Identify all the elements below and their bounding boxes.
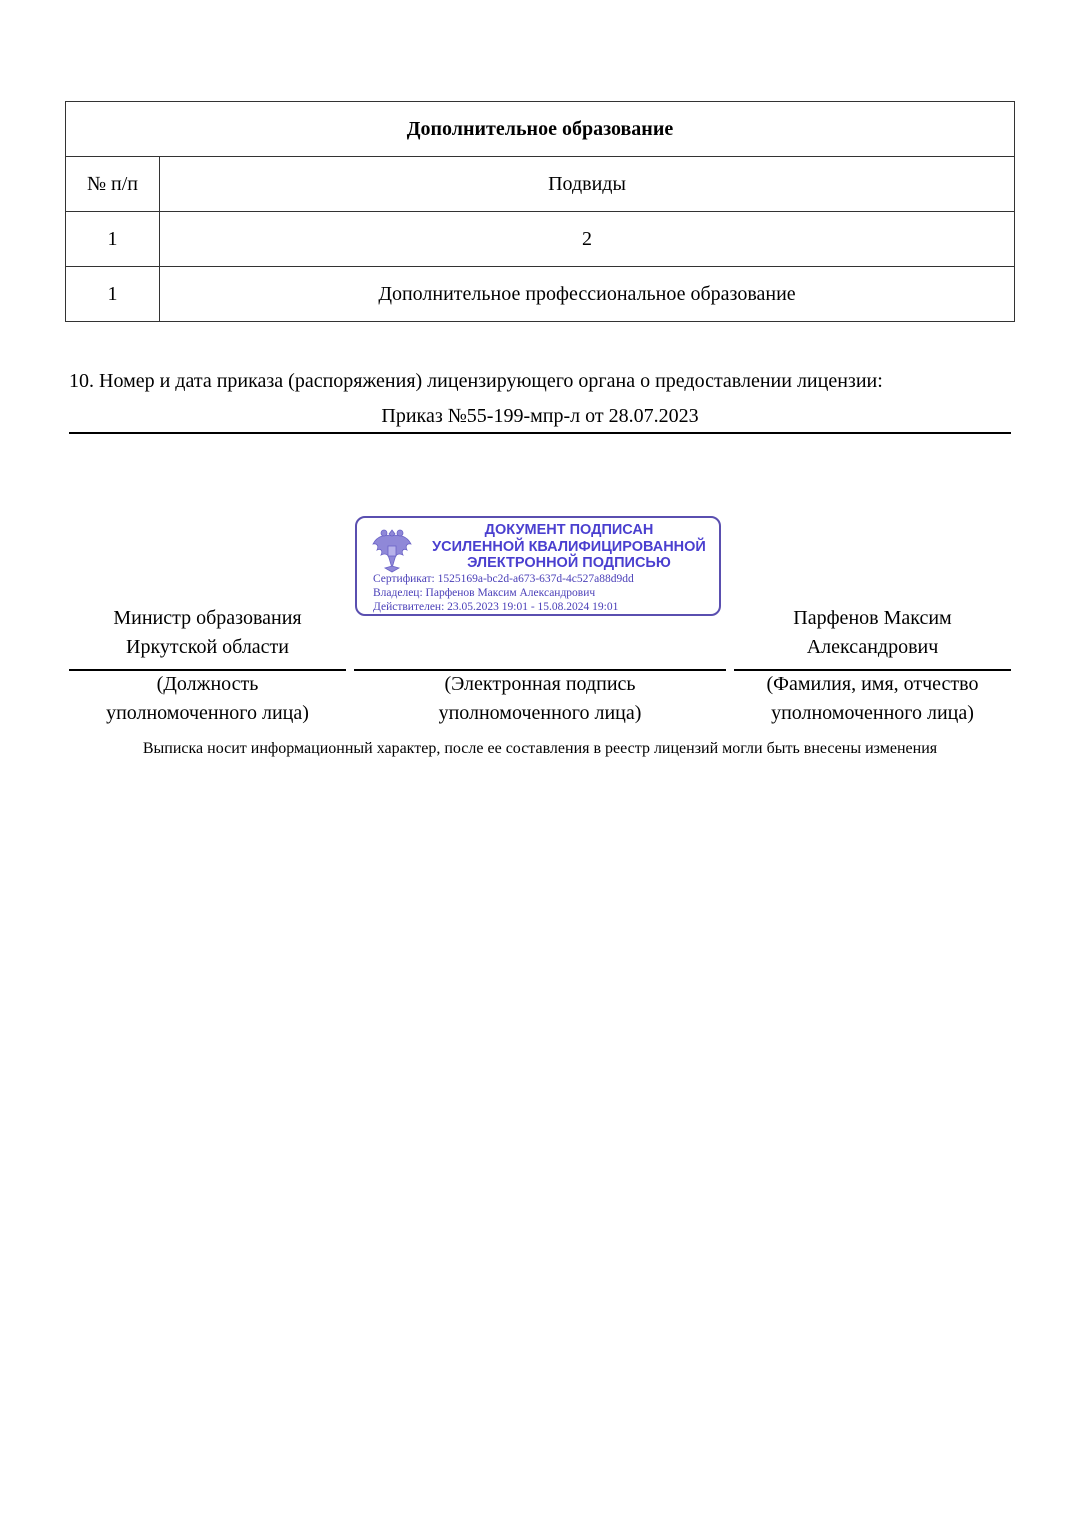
table-header-row	[66, 156, 1014, 211]
coat-of-arms-icon	[367, 524, 417, 576]
index-col-1: 1	[66, 212, 160, 266]
stamp-line-3: ЭЛЕКТРОННОЙ ПОДПИСЬЮ	[467, 555, 671, 571]
caption-name-line-2: уполномоченного лица)	[771, 702, 974, 724]
row-number: 1	[66, 267, 160, 321]
row-subtype: Дополнительное профессиональное образование	[378, 282, 796, 305]
stamp-line-2: УСИЛЕННОЙ КВАЛИФИЦИРОВАННОЙ	[432, 538, 706, 555]
education-table	[65, 101, 1015, 322]
caption-signature	[354, 670, 726, 728]
caption-name-line-1: (Фамилия, имя, отчество	[766, 673, 979, 695]
header-subtypes: Подвиды	[548, 172, 626, 195]
table-title: Дополнительное образование	[406, 117, 674, 140]
stamp-owner: Владелец: Парфенов Максим Александрович	[373, 587, 596, 599]
footer-note: Выписка носит информационный характер, после ее составления в реестр лицензий могли быть внесены изменения	[142, 740, 938, 757]
stamp-line-1: ДОКУМЕНТ ПОДПИСАН	[484, 522, 654, 538]
caption-position-line-2: уполномоченного лица)	[106, 702, 309, 724]
name-line-1: Парфенов Максим	[793, 607, 952, 629]
name-line-2: Александрович	[806, 636, 939, 658]
caption-position-line-1: (Должность	[156, 673, 259, 695]
caption-name	[734, 670, 1011, 728]
section-10-label: 10. Номер и дата приказа (распоряжения) лицензирующего органа о предоставлении лицензии:	[69, 370, 883, 392]
table-title-row	[66, 102, 1014, 156]
stamp-details	[373, 572, 634, 614]
caption-signature-line-1: (Электронная подпись	[444, 673, 636, 695]
caption-position	[69, 670, 346, 728]
order-number: Приказ №55-199-мпр-л от 28.07.2023	[69, 405, 1011, 434]
signatory-position	[69, 604, 346, 662]
header-number: № п/п	[66, 157, 160, 211]
stamp-heading	[421, 522, 717, 572]
electronic-signature-stamp	[355, 516, 721, 616]
signatory-name	[734, 604, 1011, 662]
position-line-2: Иркутской области	[126, 636, 289, 658]
index-col-2: 2	[582, 227, 592, 250]
stamp-certificate: Сертификат: 1525169a-bc2d-a673-637d-4c527a88d9dd	[373, 573, 634, 585]
stamp-validity: Действителен: 23.05.2023 19:01 - 15.08.2024 19:01	[373, 601, 619, 613]
table-index-row	[66, 211, 1014, 266]
caption-signature-line-2: уполномоченного лица)	[438, 702, 642, 724]
table-row	[66, 266, 1014, 321]
position-line-1: Министр образования	[113, 607, 302, 629]
